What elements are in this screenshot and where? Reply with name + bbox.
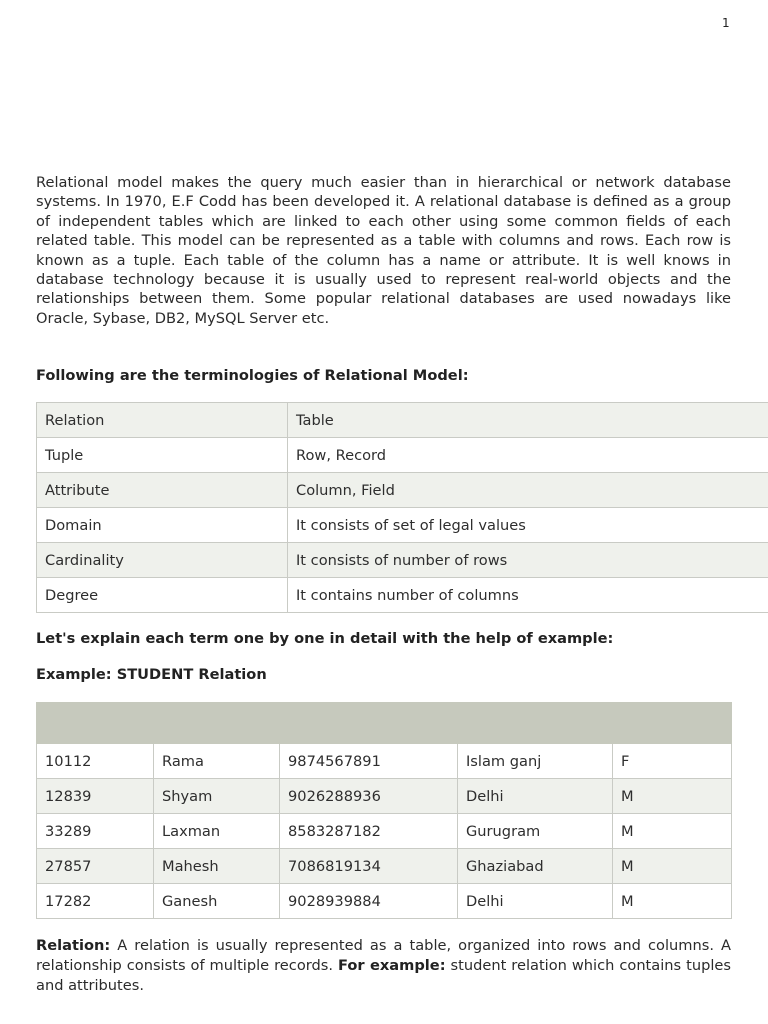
- phone-cell: 9874567891: [280, 744, 458, 779]
- address-cell: Delhi: [458, 884, 613, 919]
- table-row: [37, 578, 768, 613]
- table-row: [37, 508, 768, 543]
- phone-cell: 9028939884: [280, 884, 458, 919]
- meaning-cell: It consists of set of legal values: [288, 508, 768, 543]
- table-row: [37, 814, 732, 849]
- meaning-cell: Column, Field: [288, 473, 768, 508]
- name-cell: Laxman: [154, 814, 280, 849]
- term-cell: Degree: [37, 578, 288, 613]
- header-cell: [37, 703, 154, 744]
- roll-no-cell: 12839: [37, 779, 154, 814]
- gender-cell: M: [613, 849, 732, 884]
- address-cell: Gurugram: [458, 814, 613, 849]
- relation-definition-paragraph: [36, 936, 731, 996]
- student-table-header: [37, 703, 732, 744]
- table-row: [37, 438, 768, 473]
- address-cell: Ghaziabad: [458, 849, 613, 884]
- table-row: [37, 849, 732, 884]
- header-cell: [458, 703, 613, 744]
- table-row: [37, 403, 768, 438]
- relation-text: A relation is usually represented as a table, organized into rows and columns. A relationship consists of multiple records.: [36, 937, 731, 974]
- meaning-cell: Table: [288, 403, 768, 438]
- gender-cell: F: [613, 744, 732, 779]
- for-example-label: For example:: [337, 957, 446, 974]
- student-table: [36, 702, 732, 919]
- roll-no-cell: 10112: [37, 744, 154, 779]
- meaning-cell: Row, Record: [288, 438, 768, 473]
- term-cell: Tuple: [37, 438, 288, 473]
- meaning-cell: It consists of number of rows: [288, 543, 768, 578]
- example-heading: Example: STUDENT Relation: [36, 666, 267, 683]
- terminology-table: [36, 402, 768, 613]
- table-row: [37, 744, 732, 779]
- gender-cell: M: [613, 779, 732, 814]
- name-cell: Rama: [154, 744, 280, 779]
- name-cell: Shyam: [154, 779, 280, 814]
- table-row: [37, 473, 768, 508]
- table-row: [37, 543, 768, 578]
- relation-label: Relation:: [36, 937, 111, 954]
- name-cell: Ganesh: [154, 884, 280, 919]
- phone-cell: 7086819134: [280, 849, 458, 884]
- phone-cell: 9026288936: [280, 779, 458, 814]
- gender-cell: M: [613, 884, 732, 919]
- roll-no-cell: 33289: [37, 814, 154, 849]
- gender-cell: M: [613, 814, 732, 849]
- table-row: [37, 779, 732, 814]
- term-cell: Attribute: [37, 473, 288, 508]
- roll-no-cell: 17282: [37, 884, 154, 919]
- for-example-text: student relation which contains tuples and attributes.: [36, 957, 731, 994]
- phone-cell: 8583287182: [280, 814, 458, 849]
- intro-paragraph: Relational model makes the query much easier than in hierarchical or network database systems. In 1970, E.F Codd has been developed it. A relational database is defined as a group of independent tables which are linked to each other using some common fields of each related table. This model can be represented as a table with columns and rows. Each row is known as a tuple. Each table of the column has a name or attribute. It is well knows in database technology because it is usually used to represent real-world objects and the relationships between them. Some popular relational databases are used nowadays like Oracle, Sybase, DB2, MySQL Server etc.: [36, 174, 731, 327]
- header-cell: [154, 703, 280, 744]
- roll-no-cell: 27857: [37, 849, 154, 884]
- address-cell: Delhi: [458, 779, 613, 814]
- header-cell: [280, 703, 458, 744]
- term-cell: Cardinality: [37, 543, 288, 578]
- term-cell: Relation: [37, 403, 288, 438]
- name-cell: Mahesh: [154, 849, 280, 884]
- address-cell: Islam ganj: [458, 744, 613, 779]
- table-row: [37, 884, 732, 919]
- header-cell: [613, 703, 732, 744]
- terminology-heading: Following are the terminologies of Relational Model:: [36, 367, 469, 384]
- page-number: 1: [722, 16, 730, 30]
- meaning-cell: It contains number of columns: [288, 578, 768, 613]
- term-cell: Domain: [37, 508, 288, 543]
- explain-heading: Let's explain each term one by one in detail with the help of example:: [36, 630, 614, 647]
